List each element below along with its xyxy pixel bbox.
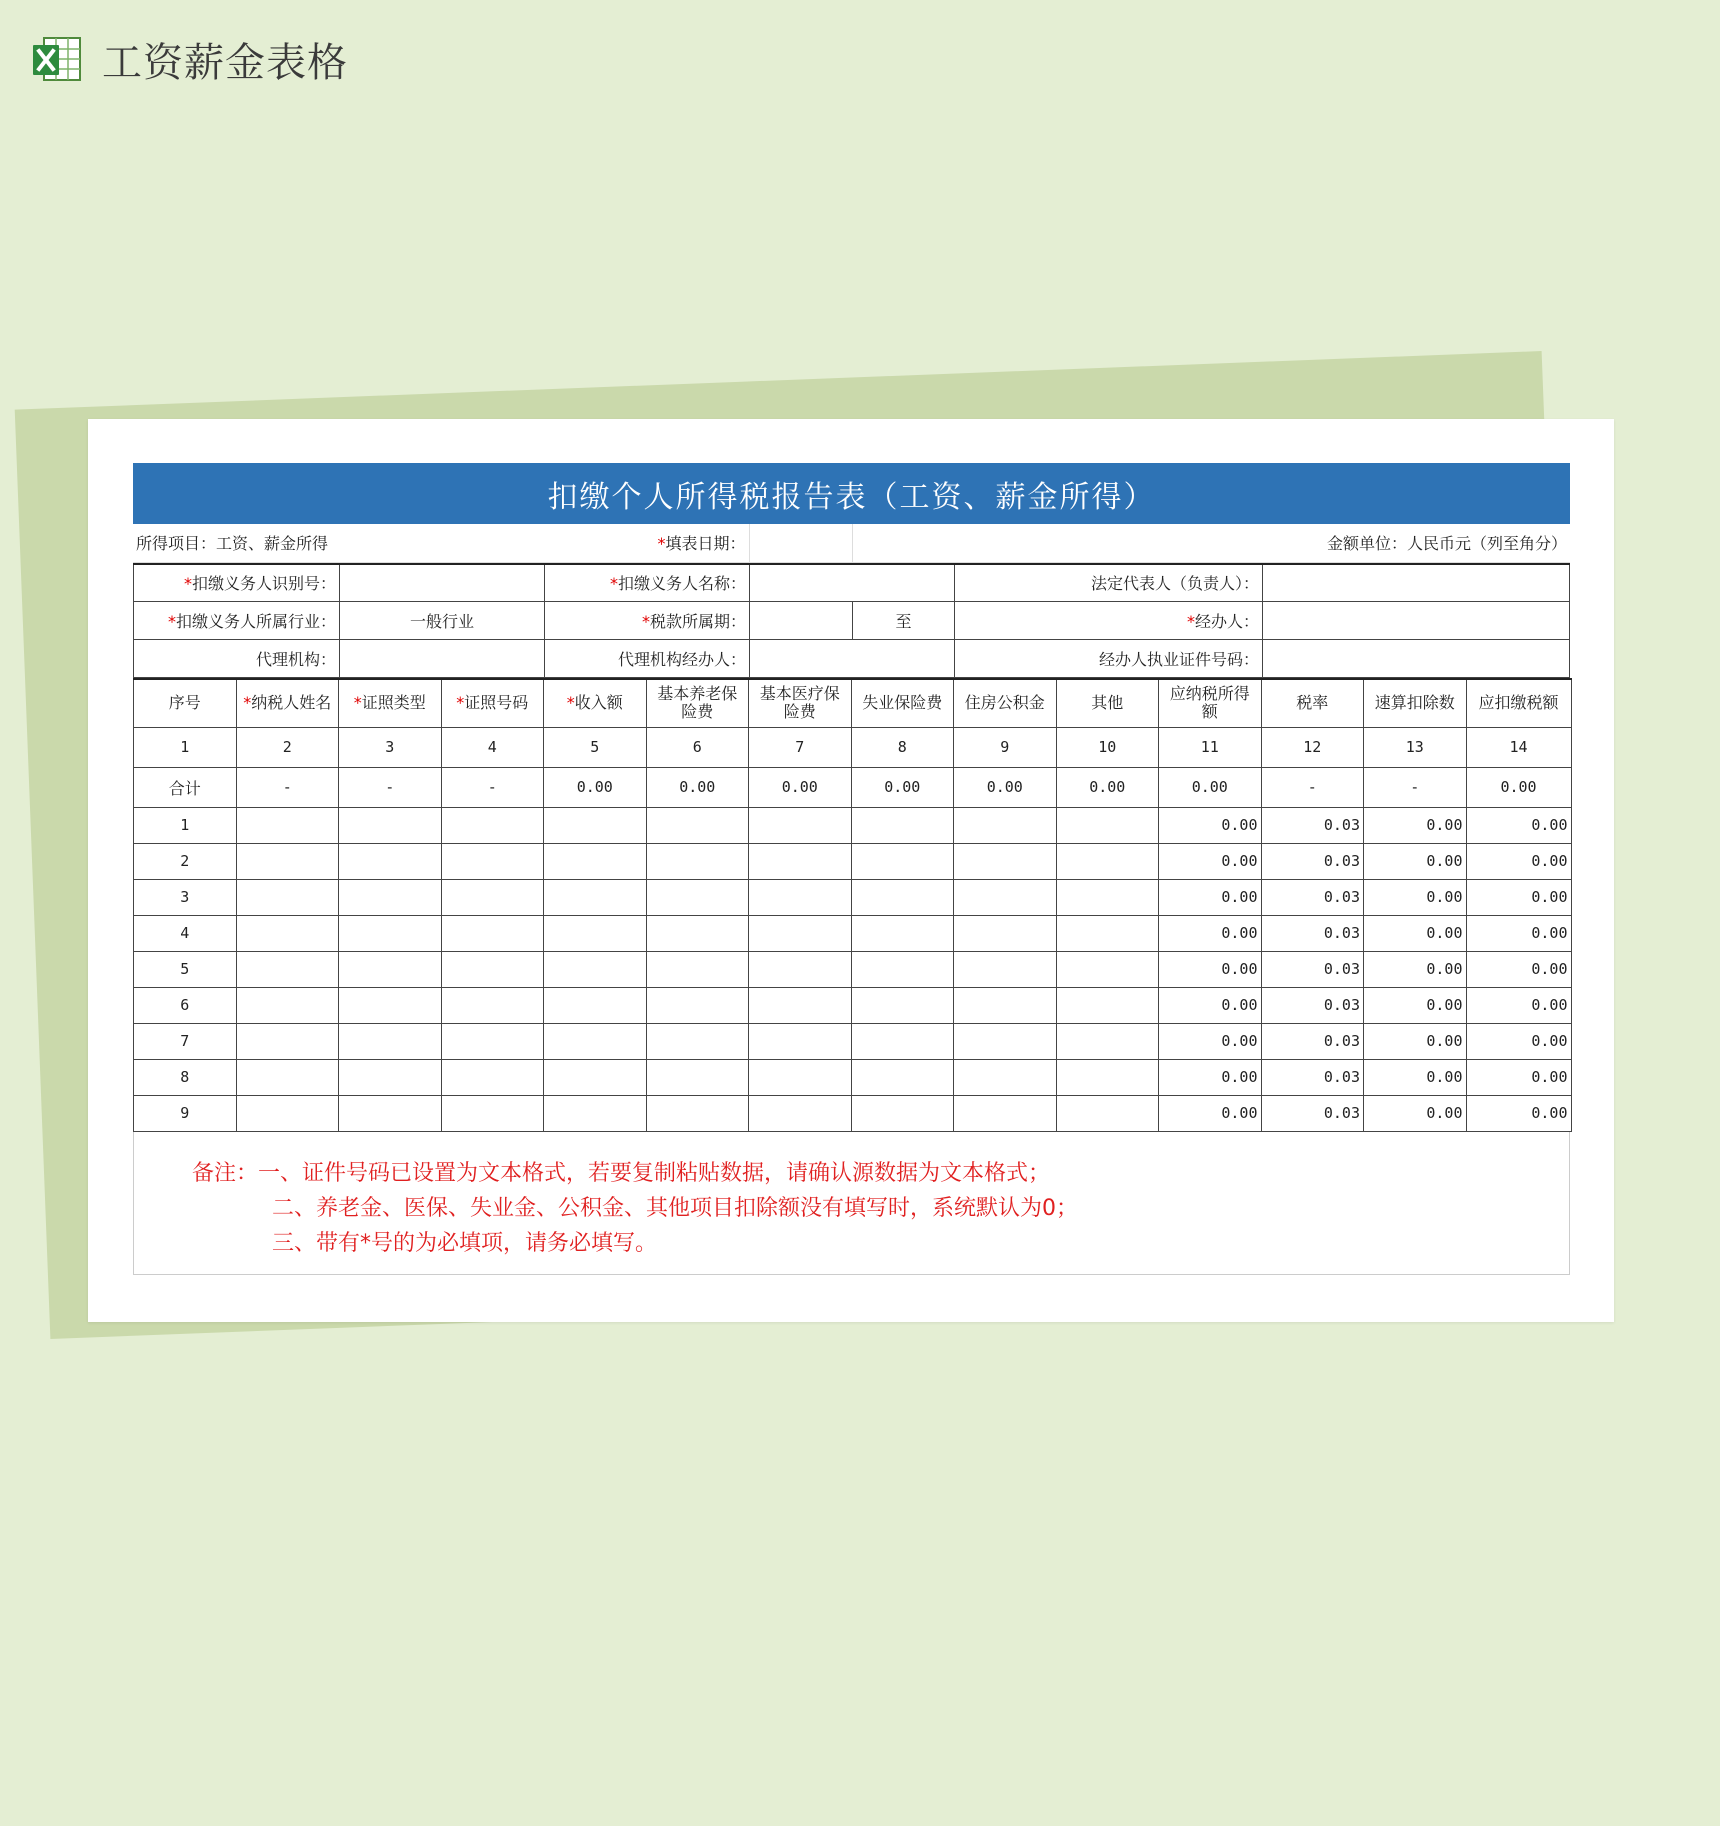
fill-date-label: *填表日期： — [646, 524, 749, 562]
input-cell[interactable] — [441, 915, 544, 951]
computed-cell: 0.03 — [1261, 1095, 1364, 1131]
note-3: 三、带有*号的为必填项，请务必填写。 — [272, 1230, 658, 1256]
column-header: 税率 — [1261, 679, 1364, 727]
total-cell: - — [441, 767, 544, 807]
row-number: 4 — [134, 915, 237, 951]
input-cell[interactable] — [339, 807, 442, 843]
input-cell[interactable] — [749, 1095, 852, 1131]
handler-field[interactable] — [1263, 602, 1570, 640]
computed-cell: 0.00 — [1466, 1095, 1571, 1131]
input-cell[interactable] — [851, 1059, 954, 1095]
column-number: 6 — [646, 727, 749, 767]
column-number-row — [134, 727, 1572, 767]
row-number: 7 — [134, 1023, 237, 1059]
input-cell[interactable] — [339, 1023, 442, 1059]
tax-period-to: 至 — [853, 602, 955, 640]
row-number: 1 — [134, 807, 237, 843]
agency-field[interactable] — [340, 640, 545, 678]
input-cell[interactable] — [441, 807, 544, 843]
row-number: 8 — [134, 1059, 237, 1095]
column-header-row — [134, 679, 1572, 727]
computed-cell: 0.00 — [1159, 987, 1262, 1023]
column-number: 4 — [441, 727, 544, 767]
input-cell[interactable] — [954, 807, 1057, 843]
agency-handler-field[interactable] — [750, 640, 955, 678]
input-cell[interactable] — [339, 915, 442, 951]
input-cell[interactable] — [851, 1023, 954, 1059]
computed-cell: 0.00 — [1364, 915, 1467, 951]
input-cell[interactable] — [749, 807, 852, 843]
computed-cell: 0.00 — [1159, 1059, 1262, 1095]
table-row — [134, 915, 1572, 951]
computed-cell: 0.00 — [1159, 807, 1262, 843]
computed-cell: 0.00 — [1364, 1059, 1467, 1095]
input-cell[interactable] — [544, 1023, 647, 1059]
total-row — [134, 767, 1572, 807]
computed-cell: 0.03 — [1261, 951, 1364, 987]
total-cell: - — [1364, 767, 1467, 807]
input-cell[interactable] — [339, 843, 442, 879]
computed-cell: 0.00 — [1364, 987, 1467, 1023]
input-cell[interactable] — [236, 879, 339, 915]
column-header: 基本养老保险费 — [646, 679, 749, 727]
table-row — [134, 879, 1572, 915]
excel-icon — [30, 32, 84, 86]
input-cell[interactable] — [1056, 807, 1159, 843]
info-table — [133, 563, 1570, 679]
computed-cell: 0.00 — [1466, 987, 1571, 1023]
handler-label: *经办人： — [955, 602, 1263, 640]
input-cell[interactable] — [749, 879, 852, 915]
column-header: 住房公积金 — [954, 679, 1057, 727]
handler-cert-label: 经办人执业证件号码： — [955, 640, 1263, 678]
column-number: 9 — [954, 727, 1057, 767]
input-cell[interactable] — [544, 915, 647, 951]
input-cell[interactable] — [749, 951, 852, 987]
input-cell[interactable] — [441, 1095, 544, 1131]
column-number: 5 — [544, 727, 647, 767]
computed-cell: 0.03 — [1261, 879, 1364, 915]
column-number: 11 — [1159, 727, 1262, 767]
input-cell[interactable] — [646, 879, 749, 915]
input-cell[interactable] — [749, 915, 852, 951]
input-cell[interactable] — [544, 1059, 647, 1095]
table-row — [134, 1059, 1572, 1095]
page-title: 工资薪金表格 — [102, 39, 348, 86]
input-cell[interactable] — [236, 987, 339, 1023]
table-row — [134, 1095, 1572, 1131]
input-cell[interactable] — [236, 807, 339, 843]
computed-cell: 0.03 — [1261, 1023, 1364, 1059]
input-cell[interactable] — [954, 1023, 1057, 1059]
computed-cell: 0.00 — [1159, 915, 1262, 951]
column-number: 1 — [134, 727, 237, 767]
input-cell[interactable] — [749, 1023, 852, 1059]
input-cell[interactable] — [646, 951, 749, 987]
table-row — [134, 843, 1572, 879]
input-cell[interactable] — [339, 1095, 442, 1131]
legal-rep-field[interactable] — [1263, 564, 1570, 602]
input-cell[interactable] — [954, 915, 1057, 951]
table-row — [134, 1023, 1572, 1059]
computed-cell: 0.00 — [1466, 951, 1571, 987]
column-header: 应扣缴税额 — [1466, 679, 1571, 727]
input-cell[interactable] — [236, 951, 339, 987]
input-cell[interactable] — [851, 807, 954, 843]
row-number: 6 — [134, 987, 237, 1023]
input-cell[interactable] — [441, 843, 544, 879]
column-header: *纳税人姓名 — [236, 679, 339, 727]
computed-cell: 0.03 — [1261, 843, 1364, 879]
total-cell: 0.00 — [1159, 767, 1262, 807]
computed-cell: 0.00 — [1466, 807, 1571, 843]
input-cell[interactable] — [544, 987, 647, 1023]
computed-cell: 0.00 — [1466, 843, 1571, 879]
input-cell[interactable] — [236, 1059, 339, 1095]
column-number: 12 — [1261, 727, 1364, 767]
input-cell[interactable] — [1056, 1095, 1159, 1131]
notes — [133, 1132, 1570, 1275]
agency-label: 代理机构： — [134, 640, 340, 678]
input-cell[interactable] — [851, 1095, 954, 1131]
total-cell: - — [1261, 767, 1364, 807]
input-cell[interactable] — [544, 951, 647, 987]
column-header: *收入额 — [544, 679, 647, 727]
column-header: 失业保险费 — [851, 679, 954, 727]
column-number: 10 — [1056, 727, 1159, 767]
input-cell[interactable] — [1056, 1059, 1159, 1095]
input-cell[interactable] — [749, 1059, 852, 1095]
input-cell[interactable] — [954, 987, 1057, 1023]
total-cell: 0.00 — [646, 767, 749, 807]
note-2: 二、养老金、医保、失业金、公积金、其他项目扣除额没有填写时，系统默认为0； — [272, 1195, 1078, 1221]
total-cell: - — [339, 767, 442, 807]
input-cell[interactable] — [339, 951, 442, 987]
table-row — [134, 951, 1572, 987]
document-paper — [88, 419, 1614, 1322]
industry-field[interactable]: 一般行业 — [340, 602, 545, 640]
amount-unit: 金额单位：人民币元（列至角分） — [852, 524, 1570, 562]
input-cell[interactable] — [544, 807, 647, 843]
withholder-name-label: *扣缴义务人名称： — [545, 564, 750, 602]
total-cell: 0.00 — [954, 767, 1057, 807]
input-cell[interactable] — [339, 879, 442, 915]
computed-cell: 0.00 — [1159, 1023, 1262, 1059]
column-header: 速算扣除数 — [1364, 679, 1467, 727]
input-cell[interactable] — [851, 843, 954, 879]
input-cell[interactable] — [646, 843, 749, 879]
spreadsheet — [133, 463, 1570, 1275]
input-cell[interactable] — [954, 1095, 1057, 1131]
industry-label: *扣缴义务人所属行业： — [134, 602, 340, 640]
column-number: 2 — [236, 727, 339, 767]
column-header: *证照号码 — [441, 679, 544, 727]
computed-cell: 0.00 — [1159, 951, 1262, 987]
input-cell[interactable] — [441, 951, 544, 987]
computed-cell: 0.00 — [1159, 1095, 1262, 1131]
input-cell[interactable] — [954, 843, 1057, 879]
computed-cell: 0.00 — [1466, 915, 1571, 951]
computed-cell: 0.00 — [1159, 879, 1262, 915]
income-item: 所得项目：工资、薪金所得 — [133, 524, 646, 562]
computed-cell: 0.00 — [1364, 807, 1467, 843]
input-cell[interactable] — [441, 879, 544, 915]
row-number: 2 — [134, 843, 237, 879]
total-cell: - — [236, 767, 339, 807]
input-cell[interactable] — [441, 987, 544, 1023]
input-cell[interactable] — [1056, 915, 1159, 951]
column-number: 13 — [1364, 727, 1467, 767]
table-row — [134, 987, 1572, 1023]
row-number: 3 — [134, 879, 237, 915]
computed-cell: 0.00 — [1364, 1023, 1467, 1059]
input-cell[interactable] — [749, 843, 852, 879]
computed-cell: 0.03 — [1261, 987, 1364, 1023]
total-label: 合计 — [134, 767, 237, 807]
computed-cell: 0.00 — [1364, 951, 1467, 987]
computed-cell: 0.03 — [1261, 1059, 1364, 1095]
column-number: 8 — [851, 727, 954, 767]
column-number: 14 — [1466, 727, 1571, 767]
input-cell[interactable] — [1056, 987, 1159, 1023]
total-cell: 0.00 — [749, 767, 852, 807]
computed-cell: 0.00 — [1159, 843, 1262, 879]
input-cell[interactable] — [236, 915, 339, 951]
computed-cell: 0.00 — [1364, 843, 1467, 879]
computed-cell: 0.00 — [1466, 1059, 1571, 1095]
input-cell[interactable] — [954, 951, 1057, 987]
input-cell[interactable] — [851, 987, 954, 1023]
input-cell[interactable] — [646, 807, 749, 843]
input-cell[interactable] — [544, 843, 647, 879]
legal-rep-label: 法定代表人（负责人）： — [955, 564, 1263, 602]
app-header — [30, 30, 348, 88]
column-header: *证照类型 — [339, 679, 442, 727]
input-cell[interactable] — [544, 1095, 647, 1131]
computed-cell: 0.00 — [1364, 1095, 1467, 1131]
computed-cell: 0.00 — [1364, 879, 1467, 915]
computed-cell: 0.03 — [1261, 807, 1364, 843]
input-cell[interactable] — [441, 1023, 544, 1059]
input-cell[interactable] — [1056, 879, 1159, 915]
input-cell[interactable] — [954, 879, 1057, 915]
agency-handler-label: 代理机构经办人： — [545, 640, 750, 678]
table-row — [134, 807, 1572, 843]
row-number: 9 — [134, 1095, 237, 1131]
fill-date-value[interactable] — [749, 524, 852, 562]
total-cell: 0.00 — [1466, 767, 1571, 807]
column-number: 3 — [339, 727, 442, 767]
input-cell[interactable] — [646, 1023, 749, 1059]
row-number: 5 — [134, 951, 237, 987]
input-cell[interactable] — [236, 1095, 339, 1131]
input-cell[interactable] — [646, 987, 749, 1023]
input-cell[interactable] — [851, 879, 954, 915]
tax-period-label: *税款所属期： — [545, 602, 750, 640]
withholder-id-label: *扣缴义务人识别号： — [134, 564, 340, 602]
input-cell[interactable] — [646, 1059, 749, 1095]
input-cell[interactable] — [954, 1059, 1057, 1095]
meta-table — [133, 524, 1570, 563]
input-cell[interactable] — [236, 843, 339, 879]
input-cell[interactable] — [339, 987, 442, 1023]
report-title: 扣缴个人所得税报告表（工资、薪金所得） — [133, 463, 1570, 524]
computed-cell: 0.00 — [1466, 879, 1571, 915]
input-cell[interactable] — [339, 1059, 442, 1095]
total-cell: 0.00 — [1056, 767, 1159, 807]
input-cell[interactable] — [1056, 951, 1159, 987]
input-cell[interactable] — [236, 1023, 339, 1059]
input-cell[interactable] — [646, 1095, 749, 1131]
computed-cell: 0.03 — [1261, 915, 1364, 951]
withholder-id-field[interactable] — [340, 564, 545, 602]
note-1: 备注：一、证件号码已设置为文本格式，若要复制粘贴数据，请确认源数据为文本格式； — [192, 1160, 1051, 1186]
column-header: 应纳税所得额 — [1159, 679, 1262, 727]
computed-cell: 0.00 — [1466, 1023, 1571, 1059]
input-cell[interactable] — [749, 987, 852, 1023]
input-cell[interactable] — [851, 951, 954, 987]
input-cell[interactable] — [1056, 1023, 1159, 1059]
tax-period-start[interactable] — [750, 602, 853, 640]
input-cell[interactable] — [646, 915, 749, 951]
input-cell[interactable] — [851, 915, 954, 951]
column-header: 其他 — [1056, 679, 1159, 727]
total-cell: 0.00 — [851, 767, 954, 807]
input-cell[interactable] — [544, 879, 647, 915]
input-cell[interactable] — [1056, 843, 1159, 879]
main-table — [133, 678, 1572, 1132]
column-number: 7 — [749, 727, 852, 767]
input-cell[interactable] — [441, 1059, 544, 1095]
total-cell: 0.00 — [544, 767, 647, 807]
column-header: 基本医疗保险费 — [749, 679, 852, 727]
handler-cert-field[interactable] — [1263, 640, 1570, 678]
withholder-name-field[interactable] — [750, 564, 955, 602]
column-header: 序号 — [134, 679, 237, 727]
